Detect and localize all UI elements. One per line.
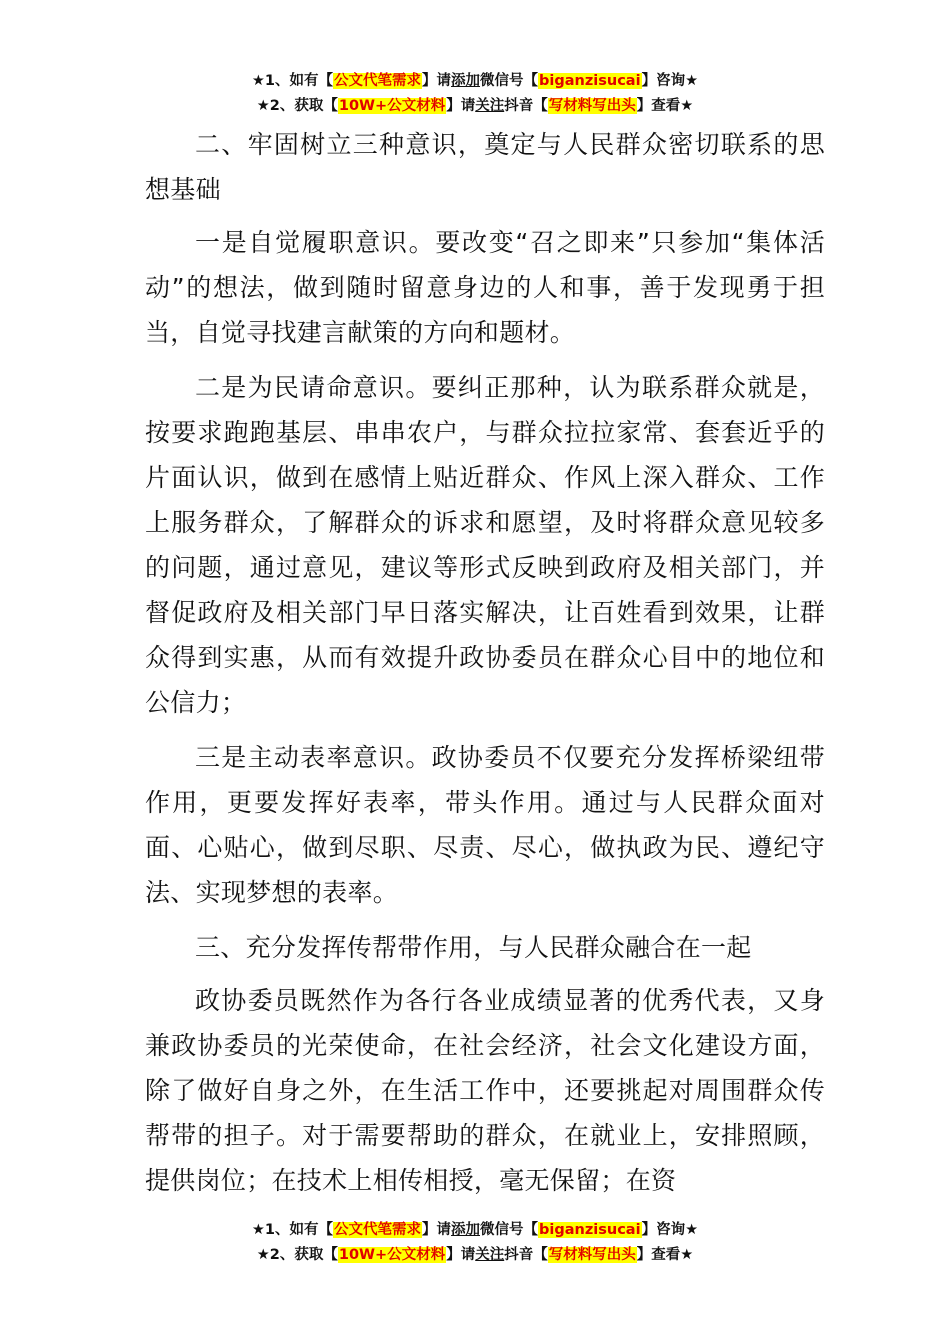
section-heading-3: 三、充分发挥传帮带作用，与人民群众融合在一起 bbox=[195, 933, 752, 962]
banner-text: 】请 bbox=[446, 98, 476, 114]
banner-text: 】请 bbox=[422, 73, 452, 89]
banner-text: 微信号【 bbox=[480, 73, 539, 89]
banner-line-1 bbox=[0, 69, 950, 94]
banner-line-2 bbox=[0, 94, 950, 119]
banner-underline: 添加 bbox=[451, 1222, 481, 1238]
section-heading-2: 二、牢固树立三种意识，奠定与人民群众密切联系的思想基础 bbox=[145, 130, 825, 204]
banner-text: 】请 bbox=[422, 1222, 452, 1238]
banner-text: ★1、如有【 bbox=[251, 1222, 334, 1238]
banner-text: 】咨询★ bbox=[641, 1222, 699, 1238]
highlight-materials: 10W+公文材料 bbox=[338, 98, 446, 114]
banner-text: ★2、获取【 bbox=[256, 1247, 338, 1263]
document-body bbox=[145, 122, 825, 1213]
paragraph-exemplar-awareness: 三是主动表率意识。政协委员不仅要充分发挥桥梁纽带作用，更要发挥好表率，带头作用。通过与人民群众面对面、心贴心，做到尽职、尽责、尽心，做执政为民、遵纪守法、实现梦想的表率。 bbox=[145, 743, 825, 907]
highlight-wechat-id: biganzisucai bbox=[539, 73, 641, 89]
highlight-service: 公文代笔需求 bbox=[334, 1222, 422, 1238]
highlight-materials: 10W+公文材料 bbox=[338, 1247, 446, 1263]
banner-text: 】查看★ bbox=[636, 98, 694, 114]
banner-text: 】查看★ bbox=[636, 1247, 694, 1263]
banner-text: 抖音【 bbox=[504, 1247, 548, 1263]
highlight-service: 公文代笔需求 bbox=[334, 73, 422, 89]
paragraph-mentoring: 政协委员既然作为各行各业成绩显著的优秀代表，又身兼政协委员的光荣使命，在社会经济，社会文化建设方面，除了做好自身之外，在生活工作中，还要挑起对周围群众传帮带的担子。对于需要帮助的群众，在就业上，安排照顾，提供岗位；在技术上相传相授，毫无保留；在资 bbox=[145, 986, 825, 1195]
banner-text: 微信号【 bbox=[480, 1222, 539, 1238]
header-banner bbox=[0, 69, 950, 119]
paragraph-duty-awareness: 一是自觉履职意识。要改变“召之即来”只参加“集体活动”的想法，做到随时留意身边的人和事，善于发现勇于担当，自觉寻找建言献策的方向和题材。 bbox=[145, 228, 825, 347]
footer-banner bbox=[0, 1218, 950, 1268]
banner-text: ★1、如有【 bbox=[251, 73, 334, 89]
banner-text: ★2、获取【 bbox=[256, 98, 338, 114]
banner-underline: 关注 bbox=[475, 98, 505, 114]
banner-underline: 关注 bbox=[475, 1247, 505, 1263]
highlight-douyin-id: 写材料写出头 bbox=[548, 98, 636, 114]
paragraph-people-awareness: 二是为民请命意识。要纠正那种，认为联系群众就是，按要求跑跑基层、串串农户，与群众拉拉家常、套套近乎的片面认识，做到在感情上贴近群众、作风上深入群众、工作上服务群众，了解群众的诉求和愿望，及时将群众意见较多的问题，通过意见，建议等形式反映到政府及相关部门，并督促政府及相关部门早日落实解决，让百姓看到效果，让群众得到实惠，从而有效提升政协委员在群众心目中的地位和公信力； bbox=[145, 373, 825, 717]
banner-line-1 bbox=[0, 1218, 950, 1243]
banner-text: 】咨询★ bbox=[641, 73, 699, 89]
banner-underline: 添加 bbox=[451, 73, 481, 89]
highlight-wechat-id: biganzisucai bbox=[539, 1222, 641, 1238]
banner-text: 】请 bbox=[446, 1247, 476, 1263]
banner-text: 抖音【 bbox=[504, 98, 548, 114]
banner-line-2 bbox=[0, 1243, 950, 1268]
highlight-douyin-id: 写材料写出头 bbox=[548, 1247, 636, 1263]
